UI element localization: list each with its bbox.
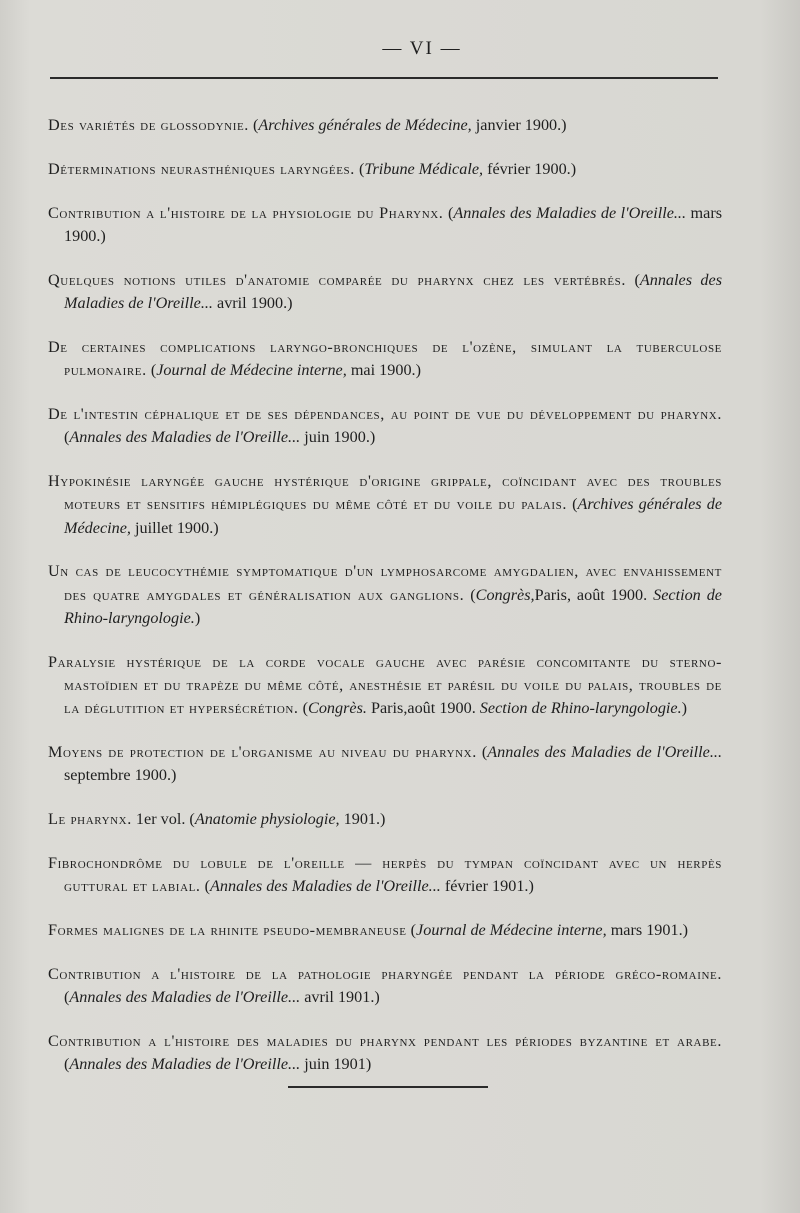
entry-source: Annales des Maladies de l'Oreille...	[64, 270, 722, 312]
entry-text: (	[354, 159, 365, 178]
entry-text: 1er vol. (	[131, 810, 195, 829]
bibliography-entry	[48, 202, 722, 249]
bibliography-entry	[48, 852, 722, 899]
entry-source: Section de Rhino-laryngologie.	[64, 585, 722, 627]
entry-text: (	[298, 699, 309, 718]
entry-text: septembre 1900.)	[64, 766, 177, 785]
entry-text: mai 1900.)	[346, 361, 421, 380]
footer-rule	[288, 1086, 488, 1088]
bibliography-entry	[48, 1030, 722, 1077]
bibliography-entry	[48, 651, 722, 721]
bibliography-entry	[48, 403, 722, 450]
bibliography-entry	[48, 808, 722, 831]
bibliography-entry	[48, 741, 722, 788]
entry-title: De l'intestin céphalique et de ses dépendances, au point de vue du développement du pharynx.	[48, 404, 722, 423]
entry-source: Annales des Maladies de l'Oreille...	[453, 203, 687, 222]
entry-title: Quelques notions utiles d'anatomie comparée du pharynx chez les vertébrés.	[48, 270, 627, 289]
entry-source: Annales des Maladies de l'Oreille...	[210, 877, 441, 896]
entry-source: Journal de Médecine interne,	[156, 361, 347, 380]
entry-text: mars 1900.)	[64, 203, 723, 245]
entry-source: Annales des Maladies de l'Oreille...	[487, 743, 723, 762]
entry-title: Formes malignes de la rhinite pseudo-membraneuse	[48, 921, 407, 940]
entry-text: (	[64, 988, 70, 1007]
entry-text: mars 1901.)	[606, 921, 689, 940]
entry-text: juin 1900.)	[300, 428, 376, 447]
bibliography-entry	[48, 158, 722, 181]
bibliography-entry	[48, 919, 722, 942]
bibliography-entry	[48, 114, 722, 137]
entry-source: Archives générales de Médecine,	[258, 116, 472, 134]
entry-text: février 1901.)	[440, 877, 534, 896]
entry-text: )	[681, 699, 688, 718]
entry-title: Contribution a l'histoire de la physiologie du Pharynx.	[48, 203, 444, 222]
entry-text: avril 1901.)	[300, 988, 380, 1007]
header-rule	[50, 77, 718, 79]
page-number: — VI —	[382, 38, 462, 59]
bibliography-entry	[48, 269, 722, 316]
entry-text: (	[464, 585, 476, 604]
entry-source: Annales des Maladies de l'Oreille...	[69, 428, 301, 447]
entry-text: (	[64, 1055, 70, 1074]
entry-title: Hypokinésie laryngée gauche hystérique d'origine grippale, coïncidant avec des troubles moteurs et sensitifs hémiplégiques du même côté et du voile du palais.	[48, 471, 722, 514]
entry-source: Annales des Maladies de l'Oreille...	[69, 988, 301, 1007]
entry-text: (	[406, 921, 417, 940]
entry-text: )	[194, 608, 201, 627]
entry-text: janvier 1900.)	[471, 116, 567, 134]
entry-title: Contribution a l'histoire de la pathologie pharyngée pendant la période gréco-romaine.	[48, 964, 722, 983]
entry-source: Section de Rhino-laryngologie.	[479, 699, 682, 718]
entry-source: Tribune Médicale,	[364, 159, 484, 178]
entry-title: Fibrochondrôme du lobule de l'oreille — herpès du tympan coïncidant avec un herpès guttural et labial.	[48, 854, 722, 896]
entry-text: juillet 1900.)	[130, 518, 219, 537]
entry-title: Des variétés de glossodynie.	[48, 116, 249, 134]
entry-text: (	[64, 428, 70, 447]
entry-title: Paralysie hystérique de la corde vocale gauche avec parésie concomitante du sterno-mastoïdien et du trapèze du même côté, anesthésie et parésil du voile du palais, troubles de la déglutition et hypersécrétion.	[48, 652, 722, 718]
bibliography-entry	[48, 336, 722, 383]
entry-text: (	[248, 116, 259, 134]
entry-text: juin 1901)	[300, 1055, 372, 1074]
entry-title: De certaines complications laryngo-bronchiques de l'ozène, simulant la tuberculose pulmonaire.	[48, 337, 722, 380]
bibliography-entry	[48, 963, 722, 1010]
entry-text: (	[443, 203, 454, 222]
entry-text: Paris,août 1900.	[366, 699, 480, 718]
entry-text: (	[566, 495, 578, 514]
entry-source: Archives générales de Médecine,	[64, 495, 723, 537]
entry-text: avril 1900.)	[212, 293, 293, 312]
entry-text: (	[146, 361, 157, 380]
bibliography-entry	[48, 560, 722, 630]
entry-title: Contribution a l'histoire des maladies du pharynx pendant les périodes byzantine et arabe.	[48, 1032, 722, 1051]
entry-text: Paris, août 1900.	[534, 585, 654, 604]
entry-source: Congrès.	[308, 699, 367, 718]
entry-text: février 1900.)	[483, 159, 577, 178]
entry-title: Un cas de leucocythémie symptomatique d'un lymphosarcome amygdalien, avec envahissement des quatre amygdales et généralisation aux ganglions.	[48, 562, 722, 604]
entry-text: (	[476, 743, 488, 762]
entry-title: Déterminations neurasthéniques laryngées.	[48, 159, 355, 178]
entry-title: Moyens de protection de l'organisme au niveau du pharynx.	[48, 743, 477, 762]
entry-source: Annales des Maladies de l'Oreille...	[69, 1055, 301, 1074]
entry-text: 1901.)	[339, 810, 386, 829]
bibliography-list	[48, 114, 722, 1097]
entry-title: Le pharynx.	[48, 810, 132, 829]
bibliography-entry	[48, 470, 722, 540]
entry-source: Congrès,	[475, 585, 535, 604]
entry-text: (	[626, 270, 640, 289]
entry-source: Anatomie physiologie,	[194, 810, 340, 829]
entry-source: Journal de Médecine interne,	[416, 921, 607, 940]
entry-text: (	[200, 877, 211, 896]
